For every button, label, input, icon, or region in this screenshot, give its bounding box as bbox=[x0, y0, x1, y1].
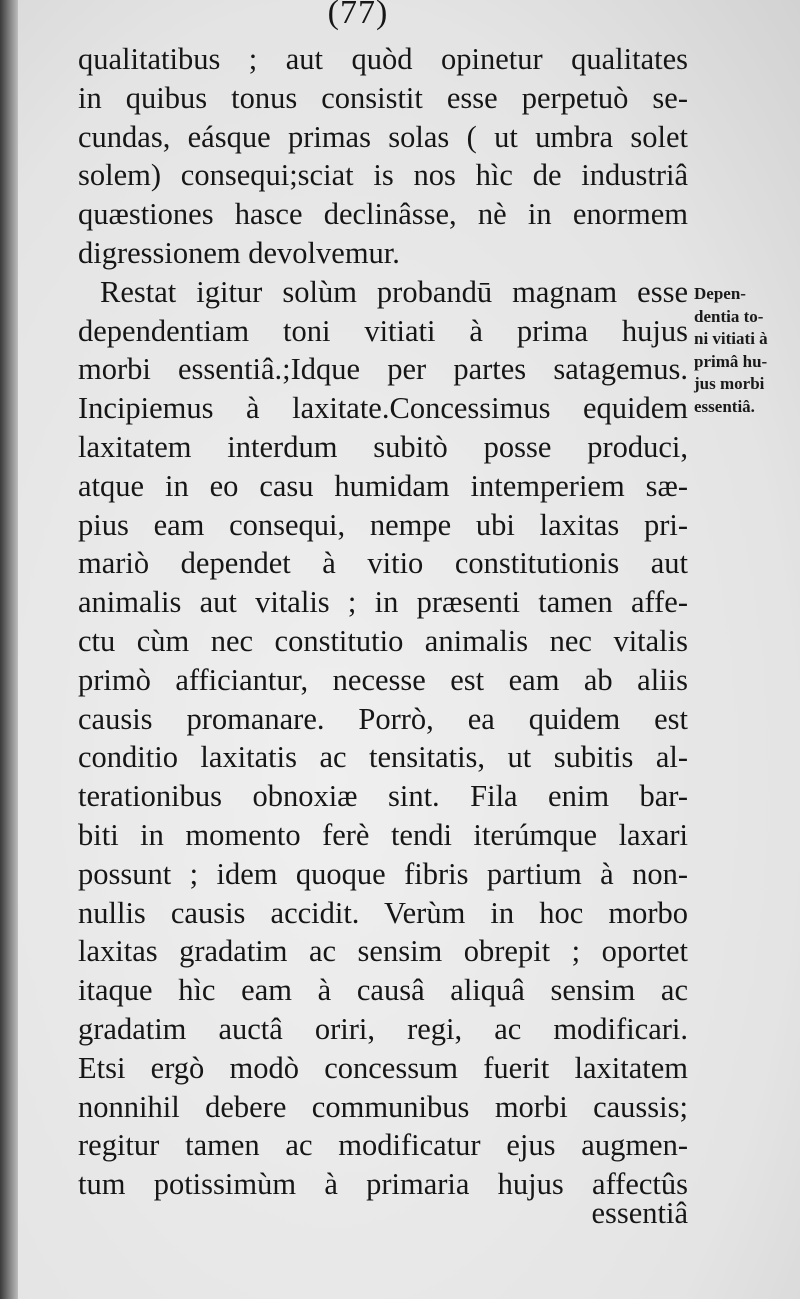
marginal-note-line: Depen- bbox=[694, 284, 746, 303]
catchword: essentiâ bbox=[591, 1196, 688, 1230]
page-number: (77) bbox=[327, 0, 389, 31]
body-line: dependentiam toni vitiati à prima hujus bbox=[78, 313, 688, 348]
body-line: mariò dependet à vitio constitutionis aut bbox=[78, 546, 688, 581]
marginal-note-line: dentia to- bbox=[694, 306, 764, 326]
body-line: biti in momento ferè tendi iterúmque laxari bbox=[78, 817, 688, 852]
body-line: atque in eo casu humidam intemperiem sæ- bbox=[78, 468, 688, 503]
body-line: solem) consequi;sciat is nos hìc de industriâ bbox=[78, 158, 688, 193]
body-line: terationibus obnoxiæ sint. Fila enim bar- bbox=[78, 779, 688, 814]
marginal-note-line: essentiâ. bbox=[694, 396, 755, 416]
body-line: cundas, eásque primas solas ( ut umbra solet bbox=[78, 119, 688, 154]
body-line: primò afficiantur, necesse est eam ab aliis bbox=[78, 662, 688, 697]
page-gutter-shadow bbox=[0, 0, 18, 1299]
body-line: possunt ; idem quoque fibris partium à non- bbox=[78, 856, 688, 891]
body-line: Incipiemus à laxitate.Concessimus equidem bbox=[78, 391, 688, 426]
body-line: gradatim auctâ oriri, regi, ac modificari. bbox=[78, 1011, 688, 1046]
marginal-note-line: primâ hu- bbox=[694, 351, 768, 371]
body-line: laxitatem interdum subitò posse produci, bbox=[78, 429, 688, 464]
body-line: quæstiones hasce declinâsse, nè in enormem bbox=[78, 197, 688, 232]
marginal-note-line: ni vitiati à bbox=[694, 329, 768, 348]
body-line: regitur tamen ac modificatur ejus augmen- bbox=[78, 1128, 688, 1163]
body-line: in quibus tonus consistit esse perpetuò se- bbox=[78, 80, 688, 115]
body-line: laxitas gradatim ac sensim obrepit ; oportet bbox=[78, 934, 688, 969]
body-text bbox=[78, 40, 688, 1204]
body-line: ctu cùm nec constitutio animalis nec vitalis bbox=[78, 623, 688, 658]
body-line: tum potissimùm à primaria hujus affectûs bbox=[78, 1167, 688, 1202]
body-line: nonnihil debere communibus morbi caussis; bbox=[78, 1089, 688, 1124]
body-line: causis promanare. Porrò, ea quidem est bbox=[78, 701, 688, 736]
marginal-note-line: jus morbi bbox=[694, 374, 765, 393]
body-line: animalis aut vitalis ; in præsenti tamen affe- bbox=[78, 585, 688, 620]
body-line: Etsi ergò modò concessum fuerit laxitatem bbox=[78, 1050, 688, 1085]
body-line: itaque hìc eam à causâ aliquâ sensim ac bbox=[78, 973, 688, 1008]
body-line: morbi essentiâ.;Idque per partes satagemus. bbox=[78, 352, 688, 387]
marginal-note bbox=[694, 283, 800, 418]
body-line: digressionem devolvemur. bbox=[78, 235, 400, 270]
body-line: qualitatibus ; aut quòd opinetur qualitates bbox=[78, 42, 688, 76]
body-line: conditio laxitatis ac tensitatis, ut subitis al- bbox=[78, 740, 688, 775]
body-line: nullis causis accidit. Verùm in hoc morbo bbox=[78, 895, 688, 930]
body-line: Restat igitur solùm probandū magnam esse bbox=[100, 274, 688, 309]
body-line: pius eam consequi, nempe ubi laxitas pri- bbox=[78, 507, 688, 542]
book-page bbox=[18, 0, 800, 1299]
